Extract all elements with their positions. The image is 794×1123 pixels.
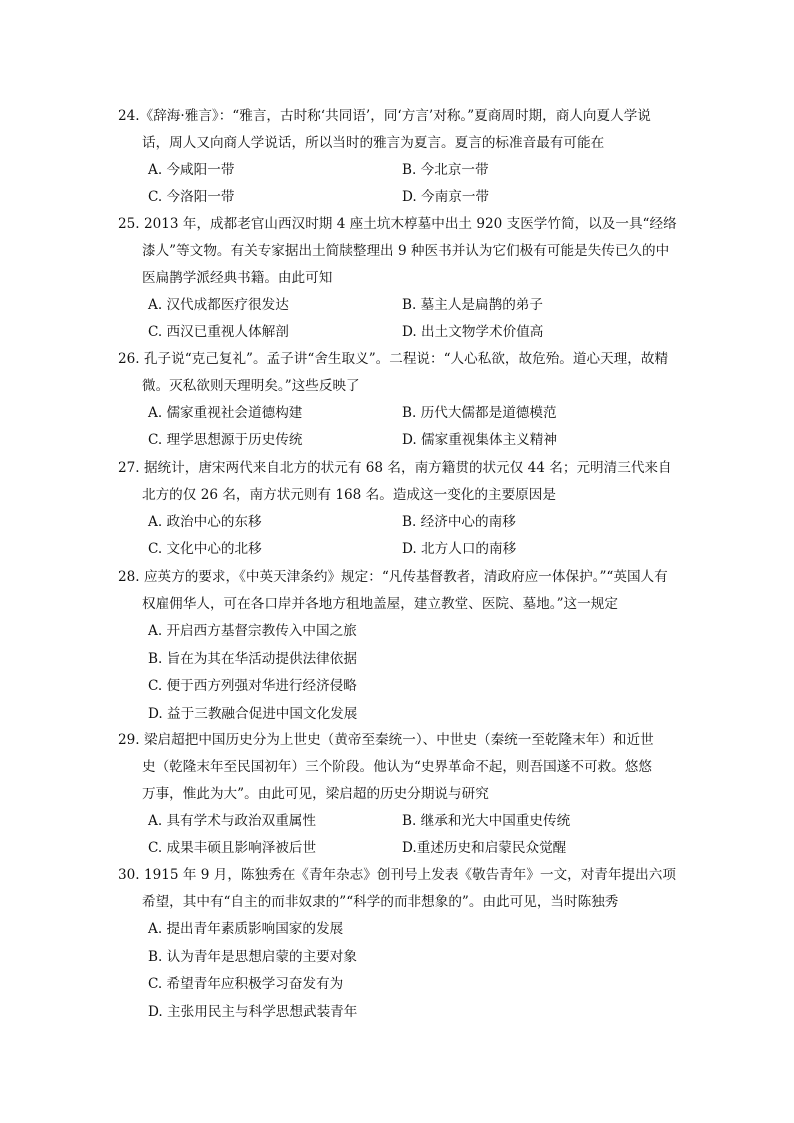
option-d: D. 今南京一带	[402, 189, 490, 205]
question-text-line: 24.《辞海·雅言》：“雅言，古时称‘共同语’，同‘方言’对称。”夏商周时期，商人向夏人学说	[118, 108, 651, 124]
question-text-line: 万事，惟此为大”。由此可见，梁启超的历史分期说与研究	[142, 786, 489, 802]
option-row	[148, 835, 678, 862]
option-a: A. 今咸阳一带	[148, 162, 235, 178]
question-text-line: 话，周人又向商人学说话，所以当时的雅言为夏言。夏言的标准音最有可能在	[142, 135, 605, 151]
option-d: D. 儒家重视集体主义精神	[402, 432, 557, 448]
question-text-line: 史（乾隆末年至民国初年）三个阶段。他认为“史界革命不起，则吾国遂不可救。悠悠	[142, 759, 652, 775]
option-c: C. 西汉已重视人体解剖	[148, 324, 289, 340]
option-c: C. 便于西方列强对华进行经济侵略	[148, 678, 357, 694]
option-row	[148, 292, 678, 319]
option-d: D. 北方人口的南移	[402, 541, 517, 557]
option-b: B. 今北京一带	[402, 162, 489, 178]
question-text-line: 26. 孔子说“克己复礼”。孟子讲“舍生取义”。二程说：“人心私欲，故危殆。道心天理，故精	[118, 351, 669, 367]
option-c: C. 希望青年应积极学习奋发有为	[148, 976, 344, 992]
options	[118, 808, 678, 862]
question-text-line: 医扁鹊学派经典书籍。由此可知	[142, 270, 333, 286]
option-c: C. 今洛阳一带	[148, 189, 235, 205]
option-d: D. 益于三教融合促进中国文化发展	[148, 705, 358, 722]
question-24	[118, 103, 678, 211]
question-text-line: 27. 据统计，唐宋两代来自北方的状元有 68 名，南方籍贯的状元仅 44 名；元明清三代来自	[118, 460, 672, 476]
option-b: B. 认为青年是思想启蒙的主要对象	[148, 948, 357, 965]
question-text-line: 28. 应英方的要求，《中英天津条约》规定：“凡传基督教者，清政府应一体保护。”“英国人有	[118, 569, 668, 585]
option-a: A. 汉代成都医疗很发达	[148, 297, 289, 313]
question-30	[118, 862, 678, 1026]
option-b: B. 继承和光大中国重史传统	[402, 813, 571, 829]
question-27	[118, 455, 678, 563]
question-text-line: 25. 2013 年，成都老官山西汉时期 4 座土坑木椁墓中出土 920 支医学竹简，以及一具“经络	[118, 216, 677, 232]
option-a: A. 开启西方基督宗教传入中国之旅	[148, 623, 357, 639]
question-26	[118, 346, 678, 454]
question-text-line: 权雇佣华人，可在各口岸并各地方租地盖屋，建立教堂、医院、墓地。”这一规定	[142, 596, 618, 612]
option-row	[148, 536, 678, 563]
options	[118, 509, 678, 563]
options	[118, 157, 678, 211]
options	[118, 292, 678, 346]
question-29	[118, 727, 678, 862]
question-text-line: 29. 梁启超把中国历史分为上世史（黄帝至秦统一）、中世史（秦统一至乾隆末年）和近世	[118, 732, 654, 748]
option-row	[148, 400, 678, 427]
option-a: A. 提出青年素质影响国家的发展	[148, 921, 344, 937]
option-c: C. 成果丰硕且影响泽被后世	[148, 840, 317, 856]
option-a: A. 政治中心的东移	[148, 514, 262, 530]
option-row	[148, 427, 678, 454]
option-row	[148, 509, 678, 536]
question-text-line: 北方的仅 26 名，南方状元则有 168 名。造成这一变化的主要原因是	[142, 487, 556, 503]
option-d: D. 主张用民主与科学思想武装青年	[148, 1003, 358, 1020]
question-text-line: 微。灭私欲则天理明矣。”这些反映了	[142, 378, 360, 394]
question-text-line: 希望，其中有“自主的而非奴隶的”“科学的而非想象的”。由此可见，当时陈独秀	[142, 894, 619, 910]
option-b: B. 经济中心的南移	[402, 514, 516, 530]
option-b: B. 旨在为其在华活动提供法律依据	[148, 650, 357, 667]
option-b: B. 墓主人是扁鹊的弟子	[402, 297, 543, 313]
option-c: C. 文化中心的北移	[148, 541, 262, 557]
option-a: A. 具有学术与政治双重属性	[148, 813, 316, 829]
question-28	[118, 564, 678, 728]
option-d: D.重述历史和启蒙民众觉醒	[402, 840, 567, 856]
option-row	[148, 184, 678, 211]
option-a: A. 儒家重视社会道德构建	[148, 405, 303, 421]
option-c: C. 理学思想源于历史传统	[148, 432, 303, 448]
question-text-line: 30. 1915 年 9 月，陈独秀在《青年杂志》创刊号上发表《敬告青年》一文，对青年提出六项	[118, 867, 676, 883]
options	[118, 916, 678, 1026]
option-row	[148, 319, 678, 346]
options	[118, 400, 678, 454]
option-row	[148, 157, 678, 184]
question-25	[118, 211, 678, 346]
option-row	[148, 808, 678, 835]
question-text-line: 漆人”等文物。有关专家据出土简牍整理出 9 种医书并认为它们极有可能是失传已久的中	[142, 243, 670, 259]
options	[118, 618, 678, 728]
option-b: B. 历代大儒都是道德模范	[402, 405, 557, 421]
option-d: D. 出土文物学术价值高	[402, 324, 544, 340]
